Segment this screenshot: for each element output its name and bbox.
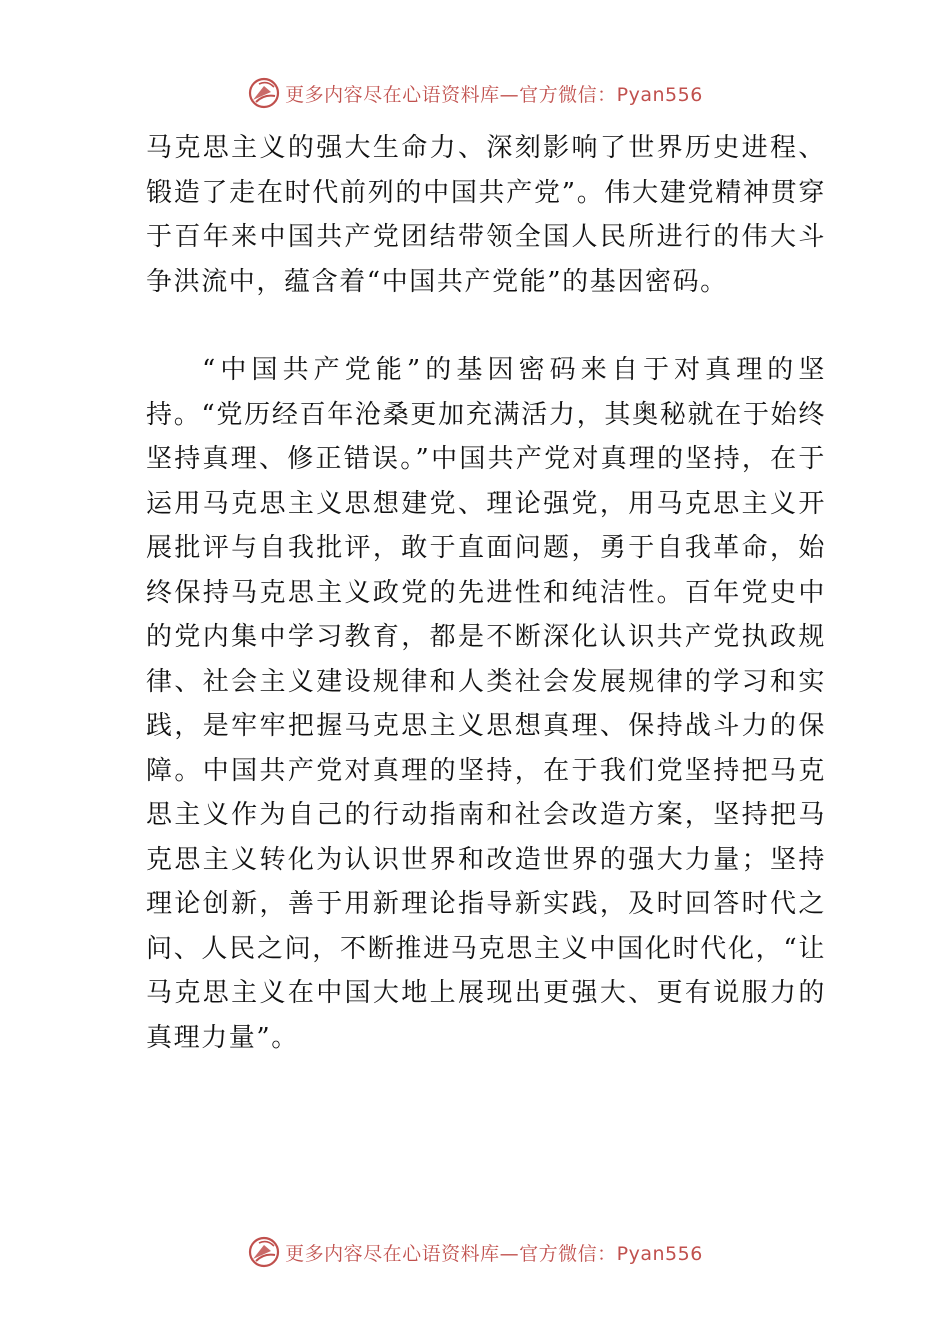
paragraph-1: 马克思主义的强大生命力、深刻影响了世界历史进程、锻造了走在时代前列的中国共产党”。伟大建党精神贯穿于百年来中国共产党团结带领全国人民所进行的伟大斗争洪流中，蕴含着“中国共产党能”的基因密码。: [146, 133, 826, 297]
footer-watermark-text: 更多内容尽在心语资料库—官方微信：Pyan556: [285, 1242, 703, 1265]
fan-logo-icon: [247, 1235, 281, 1269]
header-watermark-text: 更多内容尽在心语资料库—官方微信：Pyan556: [285, 83, 703, 106]
fan-logo-icon: [247, 76, 281, 110]
footer-watermark: [0, 1232, 950, 1272]
document-body: [146, 126, 826, 1060]
header-watermark: [0, 73, 950, 113]
paragraph-2: “中国共产党能”的基因密码来自于对真理的坚持。“党历经百年沧桑更加充满活力，其奥秘就在于始终坚持真理、修正错误。”中国共产党对真理的坚持，在于运用马克思主义思想建党、理论强党，用马克思主义开展批评与自我批评，敢于直面问题，勇于自我革命，始终保持马克思主义政党的先进性和纯洁性。百年党史中的党内集中学习教育，都是不断深化认识共产党执政规律、社会主义建设规律和人类社会发展规律的学习和实践，是牢牢把握马克思主义思想真理、保持战斗力的保障。中国共产党对真理的坚持，在于我们党坚持把马克思主义作为自己的行动指南和社会改造方案，坚持把马克思主义转化为认识世界和改造世界的强大力量；坚持理论创新，善于用新理论指导新实践，及时回答时代之问、人民之问，不断推进马克思主义中国化时代化，“让马克思主义在中国大地上展现出更强大、更有说服力的真理力量”。: [146, 355, 826, 1053]
